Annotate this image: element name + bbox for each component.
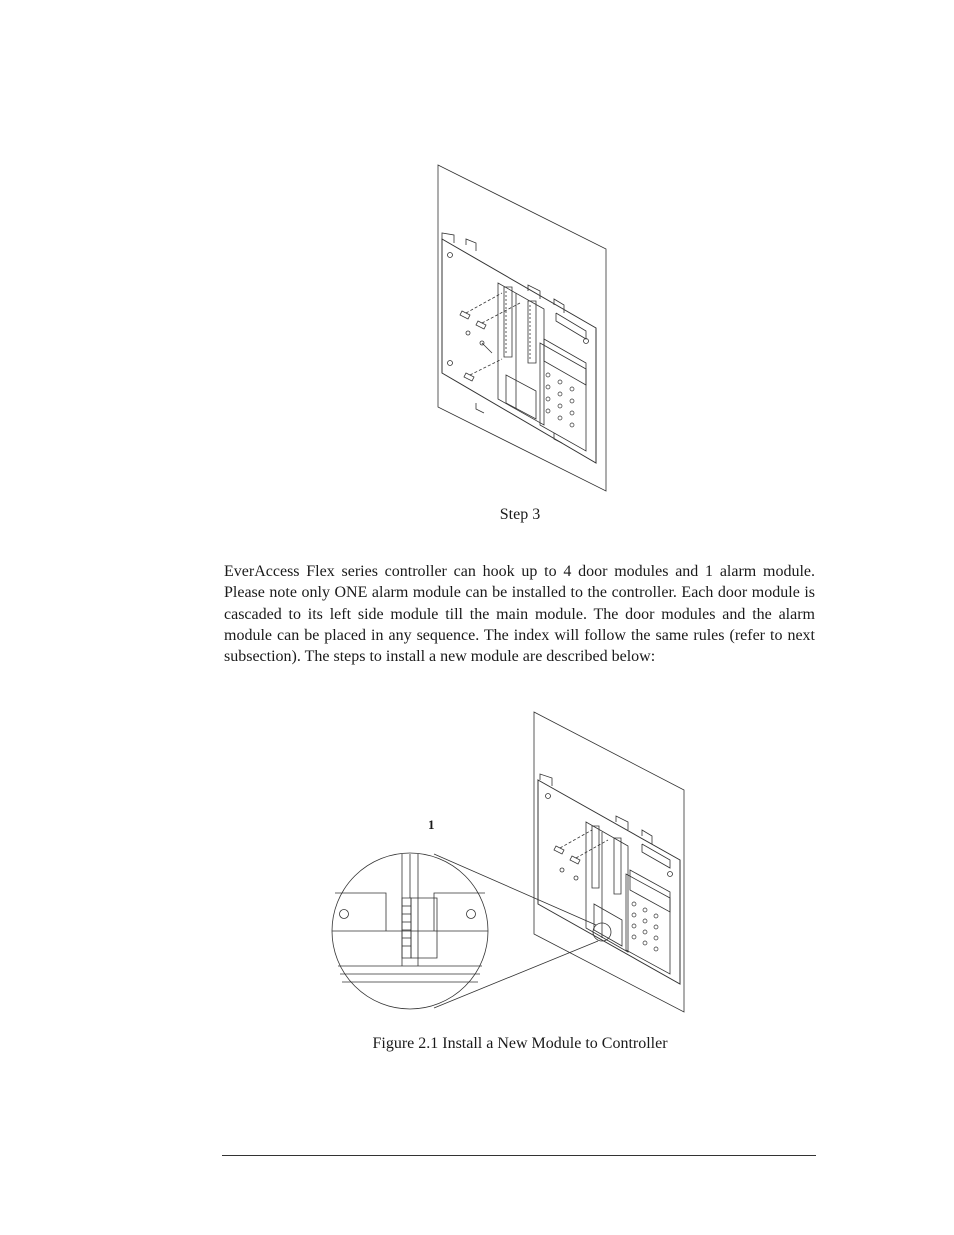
callout-number: 1 (428, 817, 435, 832)
controller-board-drawing (436, 163, 611, 493)
footer-divider (222, 1155, 816, 1156)
controller-with-magnified-connector (330, 708, 690, 1013)
body-paragraph: EverAccess Flex series controller can hook up to 4 door modules and 1 alarm module. Please note only ONE alarm module can be installed to the controller. Each door module is cascaded to its left side module till the main module. The door modules and the alarm module can be placed in any sequence. The index will follow the same rules (refer to next subsection). The steps to install a new module are described below: (224, 563, 815, 666)
step3-illustration (436, 163, 611, 493)
step3-caption: Step 3 (499, 506, 541, 523)
install-module-illustration (330, 708, 690, 1013)
figure-2-1-caption: Figure 2.1 Install a New Module to Controller (372, 1035, 668, 1052)
